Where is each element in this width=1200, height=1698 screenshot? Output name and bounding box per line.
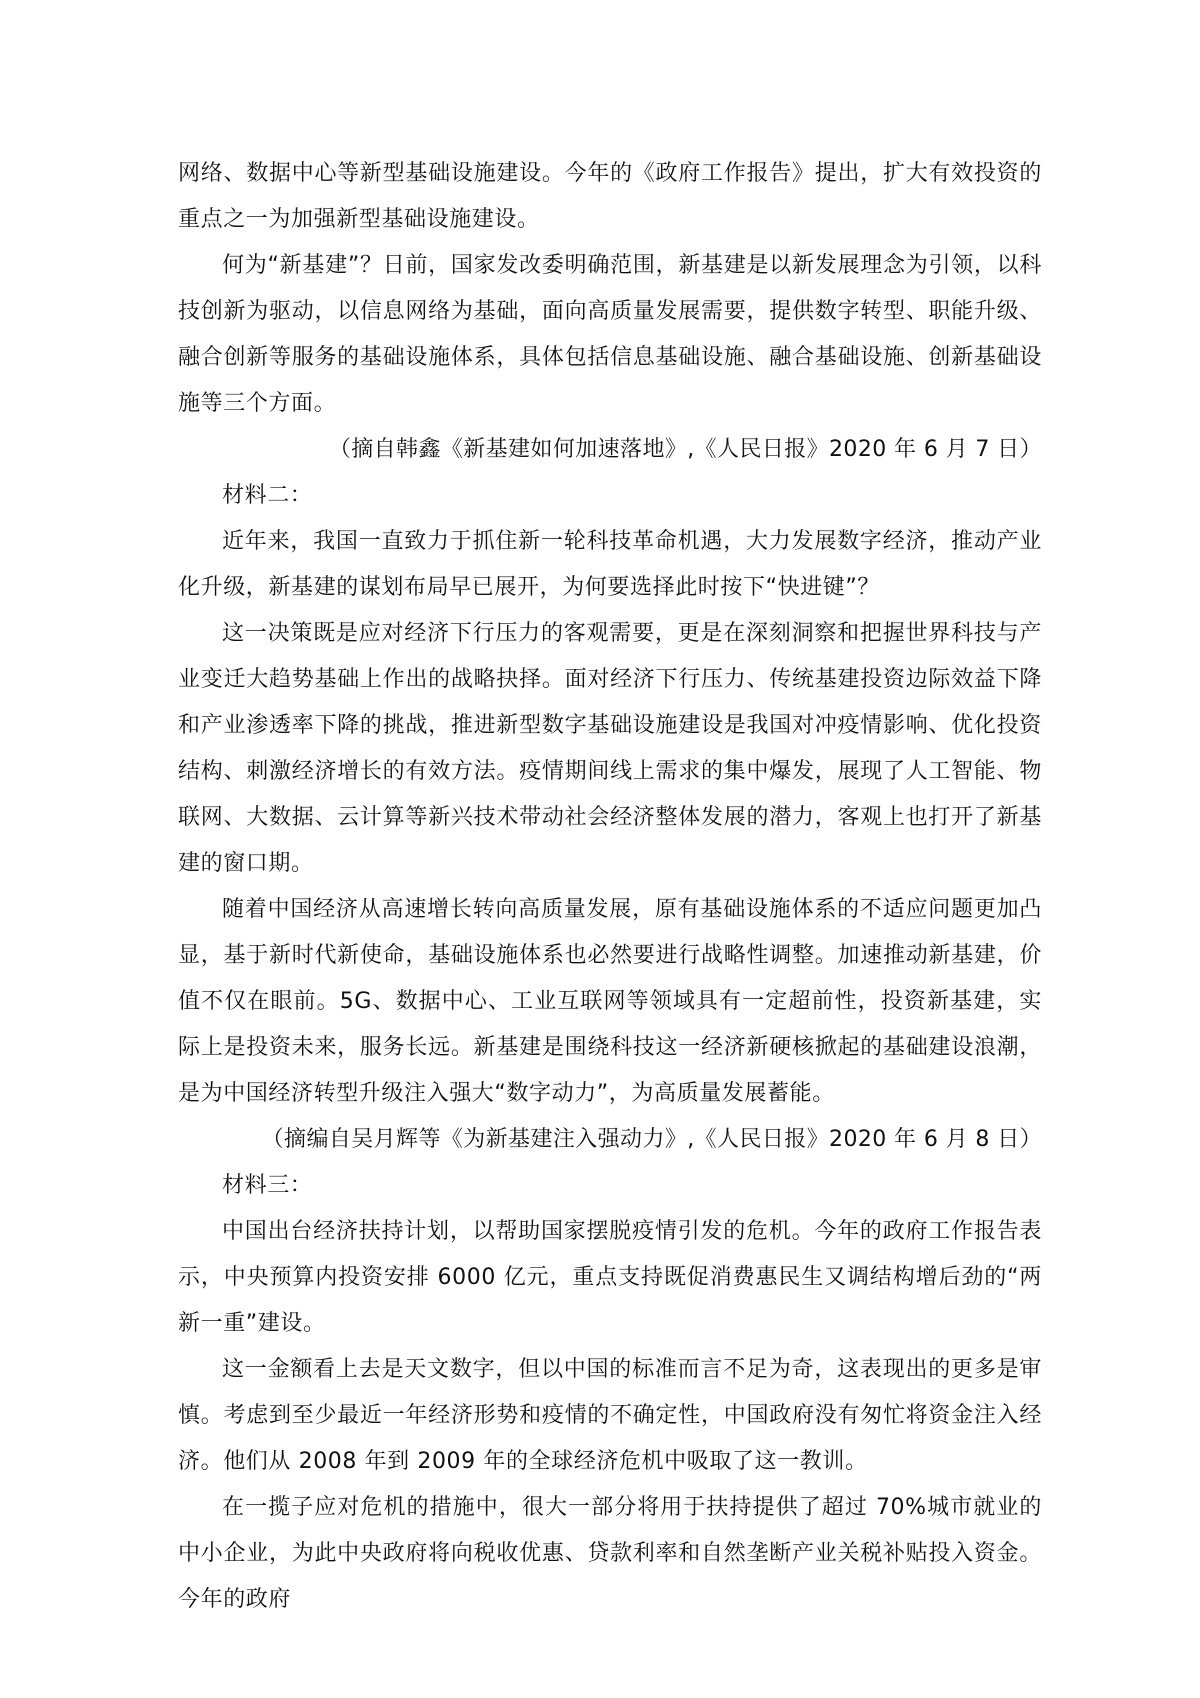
paragraph-sme-support: 在一揽子应对危机的措施中，很大一部分将用于扶持提供了超过 70%城市就业的中小企业，为此中央政府将向税收优惠、贷款利率和自然垄断产业关税补贴投入资金。今年的政府 [178,1495,1043,1612]
paragraph-prudence: 这一金额看上去是天文数字，但以中国的标准而言不足为奇，这表现出的更多是审慎。考虑到至少最近一年经济形势和疫情的不确定性，中国政府没有匆忙将资金注入经济。他们从 2008 年到 2009 年的全球经济危机中吸取了这一教训。 [178,1357,1042,1474]
section-heading-material-3: 材料三： [222,1173,313,1198]
paragraph-continuation: 网络、数据中心等新型基础设施建设。今年的《政府工作报告》提出，扩大有效投资的重点之一为加强新型基础设施建设。 [178,161,1042,232]
section-heading-material-2: 材料二： [222,483,313,508]
paragraph-new-infrastructure-definition: 何为“新基建”？日前，国家发改委明确范围，新基建是以新发展理念为引领，以科技创新为驱动，以信息网络为基础，面向高质量发展需要，提供数字转型、职能升级、融合创新等服务的基础设施体系，具体包括信息基础设施、融合基础设施、创新基础设施等三个方面。 [178,253,1042,416]
paragraph-high-quality-development: 随着中国经济从高速增长转向高质量发展，原有基础设施体系的不适应问题更加凸显，基于新时代新使命，基础设施体系也必然要进行战略性调整。加速推动新基建，价值不仅在眼前。5G、数据中心、工业互联网等领域具有一定超前性，投资新基建，实际上是投资未来，服务长远。新基建是围绕科技这一经济新硬核掀起的基础建设浪潮，是为中国经济转型升级注入强大“数字动力”，为高质量发展蓄能。 [178,897,1042,1106]
paragraph-stimulus-plan: 中国出台经济扶持计划，以帮助国家摆脱疫情引发的危机。今年的政府工作报告表示，中央预算内投资安排 6000 亿元，重点支持既促消费惠民生又调结构增后劲的“两新一重”建设。 [178,1219,1042,1336]
paragraph-decision: 这一决策既是应对经济下行压力的客观需要，更是在深刻洞察和把握世界科技与产业变迁大趋势基础上作出的战略抉择。面对经济下行压力、传统基建投资边际效益下降和产业渗透率下降的挑战，推进新型数字基础设施建设是我国对冲疫情影响、优化投资结构、刺激经济增长的有效方法。疫情期间线上需求的集中爆发，展现了人工智能、物联网、大数据、云计算等新兴技术带动社会经济整体发展的潜力，客观上也打开了新基建的窗口期。 [178,621,1042,876]
document-body [178,151,1042,1623]
paragraph-fast-forward: 近年来，我国一直致力于抓住新一轮科技革命机遇，大力发展数字经济，推动产业化升级，新基建的谋划布局早已展开，为何要选择此时按下“快进键”？ [178,529,1042,600]
source-citation-2: （摘编自吴月辉等《为新基建注入强动力》,《人民日报》2020 年 6 月 8 日） [261,1127,1042,1152]
source-citation-1: （摘自韩鑫《新基建如何加速落地》,《人民日报》2020 年 6 月 7 日） [328,437,1042,462]
